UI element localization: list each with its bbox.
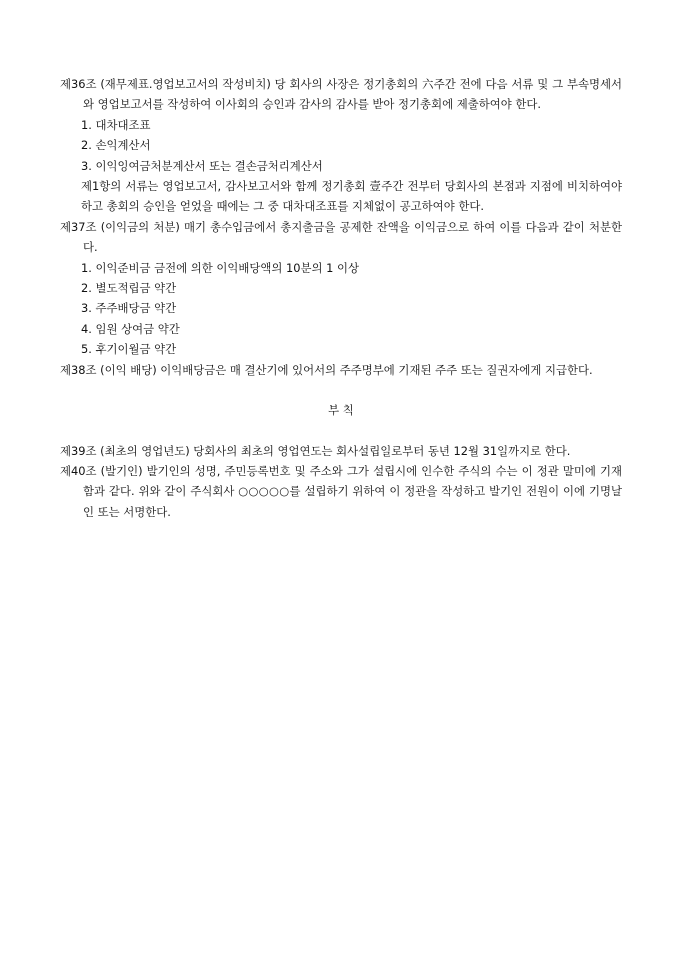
section-title: [60, 400, 622, 420]
article-36-item-1: 1. 대차대조표: [81, 117, 151, 132]
article-40: 제40조 (발기인) 발기인의 성명, 주민등록번호 및 주소와 그가 설립시에 인수한 주식의 수는 이 정관 말미에 기재함과 같다. 위와 같이 주식회사 ○○○○○를 설립하기 위하여 이 정관을 작성하고 발기인 전원이 이에 기명날인 또는 서명한다.: [60, 463, 622, 519]
section-title-text: 부 칙: [328, 403, 354, 418]
article-37-item-3: 3. 주주배당금 약간: [81, 301, 177, 316]
article-36: 제36조 (재무제표.영업보고서의 작성비치) 당 회사의 사장은 정기총회의 六주간 전에 다음 서류 및 그 부속명세서와 영업보고서를 작성하여 이사회의 승인과 감사의 감사를 받아 정기총회에 제출하여야 한다.: [60, 77, 622, 112]
article-37-item-4: 4. 임원 상여금 약간: [81, 321, 180, 336]
article-36-item-2: 2. 손익계산서: [81, 138, 151, 153]
article-37: 제37조 (이익금의 처분) 매기 총수입금에서 총지출금을 공제한 잔액을 이익금으로 하여 이를 다음과 같이 처분한다.: [60, 219, 622, 255]
article-37-item-1: 1. 이익준비금 금전에 의한 이익배당액의 10분의 1 이상: [81, 260, 360, 275]
article-38: 제38조 (이익 배당) 이익배당금은 매 결산기에 있어서의 주주명부에 기재된 주주 또는 질권자에게 지급한다.: [60, 362, 593, 377]
document-body: [60, 74, 622, 522]
article-37-item-5: 5. 후기이월금 약간: [81, 342, 177, 357]
article-36-paragraph-2: 제1항의 서류는 영업보고서, 감사보고서와 함께 정기총회 壹주간 전부터 당회사의 본점과 지점에 비치하여야 하고 총회의 승인을 얻었을 때에는 그 중 대차대조표를 지체없이 공고하여야 한다.: [81, 179, 622, 214]
article-36-item-3: 3. 이익잉여금처분계산서 또는 결손금처리계산서: [81, 158, 323, 173]
article-39: 제39조 (최초의 영업년도) 당회사의 최초의 영업연도는 회사설립일로부터 동년 12월 31일까지로 한다.: [60, 443, 571, 458]
article-37-item-2: 2. 별도적립금 약간: [81, 281, 177, 296]
